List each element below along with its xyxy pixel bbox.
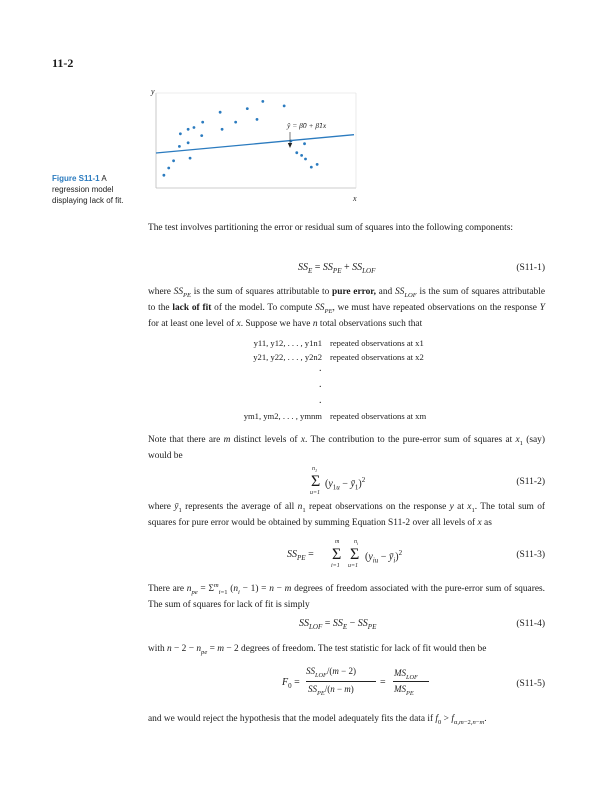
data-point [261,100,264,103]
y-axis-label: y [151,88,155,96]
data-point [179,132,182,135]
equation-number-s11-3: (S11-3) [516,550,545,560]
ellipsis-dot: . [319,363,322,374]
term-pure-error: pure error, [332,287,376,297]
data-point [234,121,237,124]
equation-s11-4: $SS_{LOF} = SS_E - SS_{PE}$ [299,618,377,631]
ellipsis-dot: . [319,379,322,390]
data-point [201,121,204,124]
data-point [187,128,190,131]
data-point [200,134,203,137]
equation-s11-3: $SS_{PE}$ = m Σ i=1 $n_i$ Σ u=1 ($y_{iu}$ − $ȳ_i)^2$ [287,539,403,569]
paragraph-degrees-of-freedom: There are $n_{pe} = \Sigma^m_{i=1}$ $(n_i - 1) = n - m$ degrees of freedom associated with the pure-error sum of squares. The sum of squares for lack of fit is simply [148,582,545,610]
data-point [167,167,170,170]
fitted-regression-line [156,135,354,153]
data-point [193,126,196,129]
equation-number-s11-2: (S11-2) [516,477,545,487]
paragraph-conclusion: and we would reject the hypothesis that the model adequately fits the data if $f_0 > f_{\alpha,m-2,n-m}$. [148,714,487,726]
paragraph-distinct-levels: Note that there are m distinct levels of x. The contribution to the pure-error sum of squares at $x_1$ (say) would be [148,435,545,461]
data-point [310,166,313,169]
equation-number-s11-5: (S11-5) [516,679,545,689]
data-point [303,142,306,145]
ellipsis-dot: . [319,395,322,406]
paragraph-definitions: where $SS_{PE}$ is the sum of squares attributable to pure error, and $SS_{LOF}$ is the sum of squares attributable to the lack of fit of the model. To compute $SS_{PE}$, we must have repeated observations on the response Y for at least one level of x. Suppose we have n total observations such that [148,287,545,329]
data-point [300,154,303,157]
data-point [162,174,165,177]
data-point [187,141,190,144]
paragraph-intro: The test involves partitioning the error or residual sum of squares into the following components: [148,223,514,233]
data-point [219,111,222,114]
paragraph-average: where $ȳ_1$ represents the average of all $n_1$ repeat observations on the response y at $x_1$. The total sum of squares for pure error would be obtained by summing Equation S11-2 over all levels of x as [148,502,546,528]
equation-s11-1: $SS_E = SS_{PE} + SS_{LOF}$ [298,262,376,275]
fitted-line-annotation: ŷ = β̂0 + β̂1x [287,121,327,130]
equation-number-s11-4: (S11-4) [516,619,545,629]
x-axis-label: x [353,194,357,203]
figure-caption [52,173,142,206]
data-point [246,107,249,110]
equation-number-s11-1: (S11-1) [516,263,545,273]
data-points [162,100,318,177]
page-number: 11-2 [52,56,74,70]
term-lack-of-fit: lack of fit [172,302,212,313]
figure-label: Figure S11-1 [52,174,100,183]
data-point [189,157,192,160]
annotation-arrowhead [288,143,292,148]
data-point [221,128,224,131]
data-point [256,118,259,121]
figure-s11-1 [150,88,362,206]
data-point [304,158,307,161]
equation-s11-5: $F_0$ = $SS_{LOF}/(m - 2)$ $SS_{PE}/(n - m)$ = $MS_{LOF}$ $MS_{PE}$ [282,666,442,700]
data-point [178,145,181,148]
paragraph-test-statistic: with $n - 2 - n_{pe} = m - 2$ degrees of freedom. The test statistic for lack of fit would then be [148,644,487,656]
data-point [295,151,298,154]
data-point [172,159,175,162]
data-point [316,163,319,166]
figure-caption-text: A regression model displaying lack of fit. [52,174,124,205]
data-point [283,105,286,108]
